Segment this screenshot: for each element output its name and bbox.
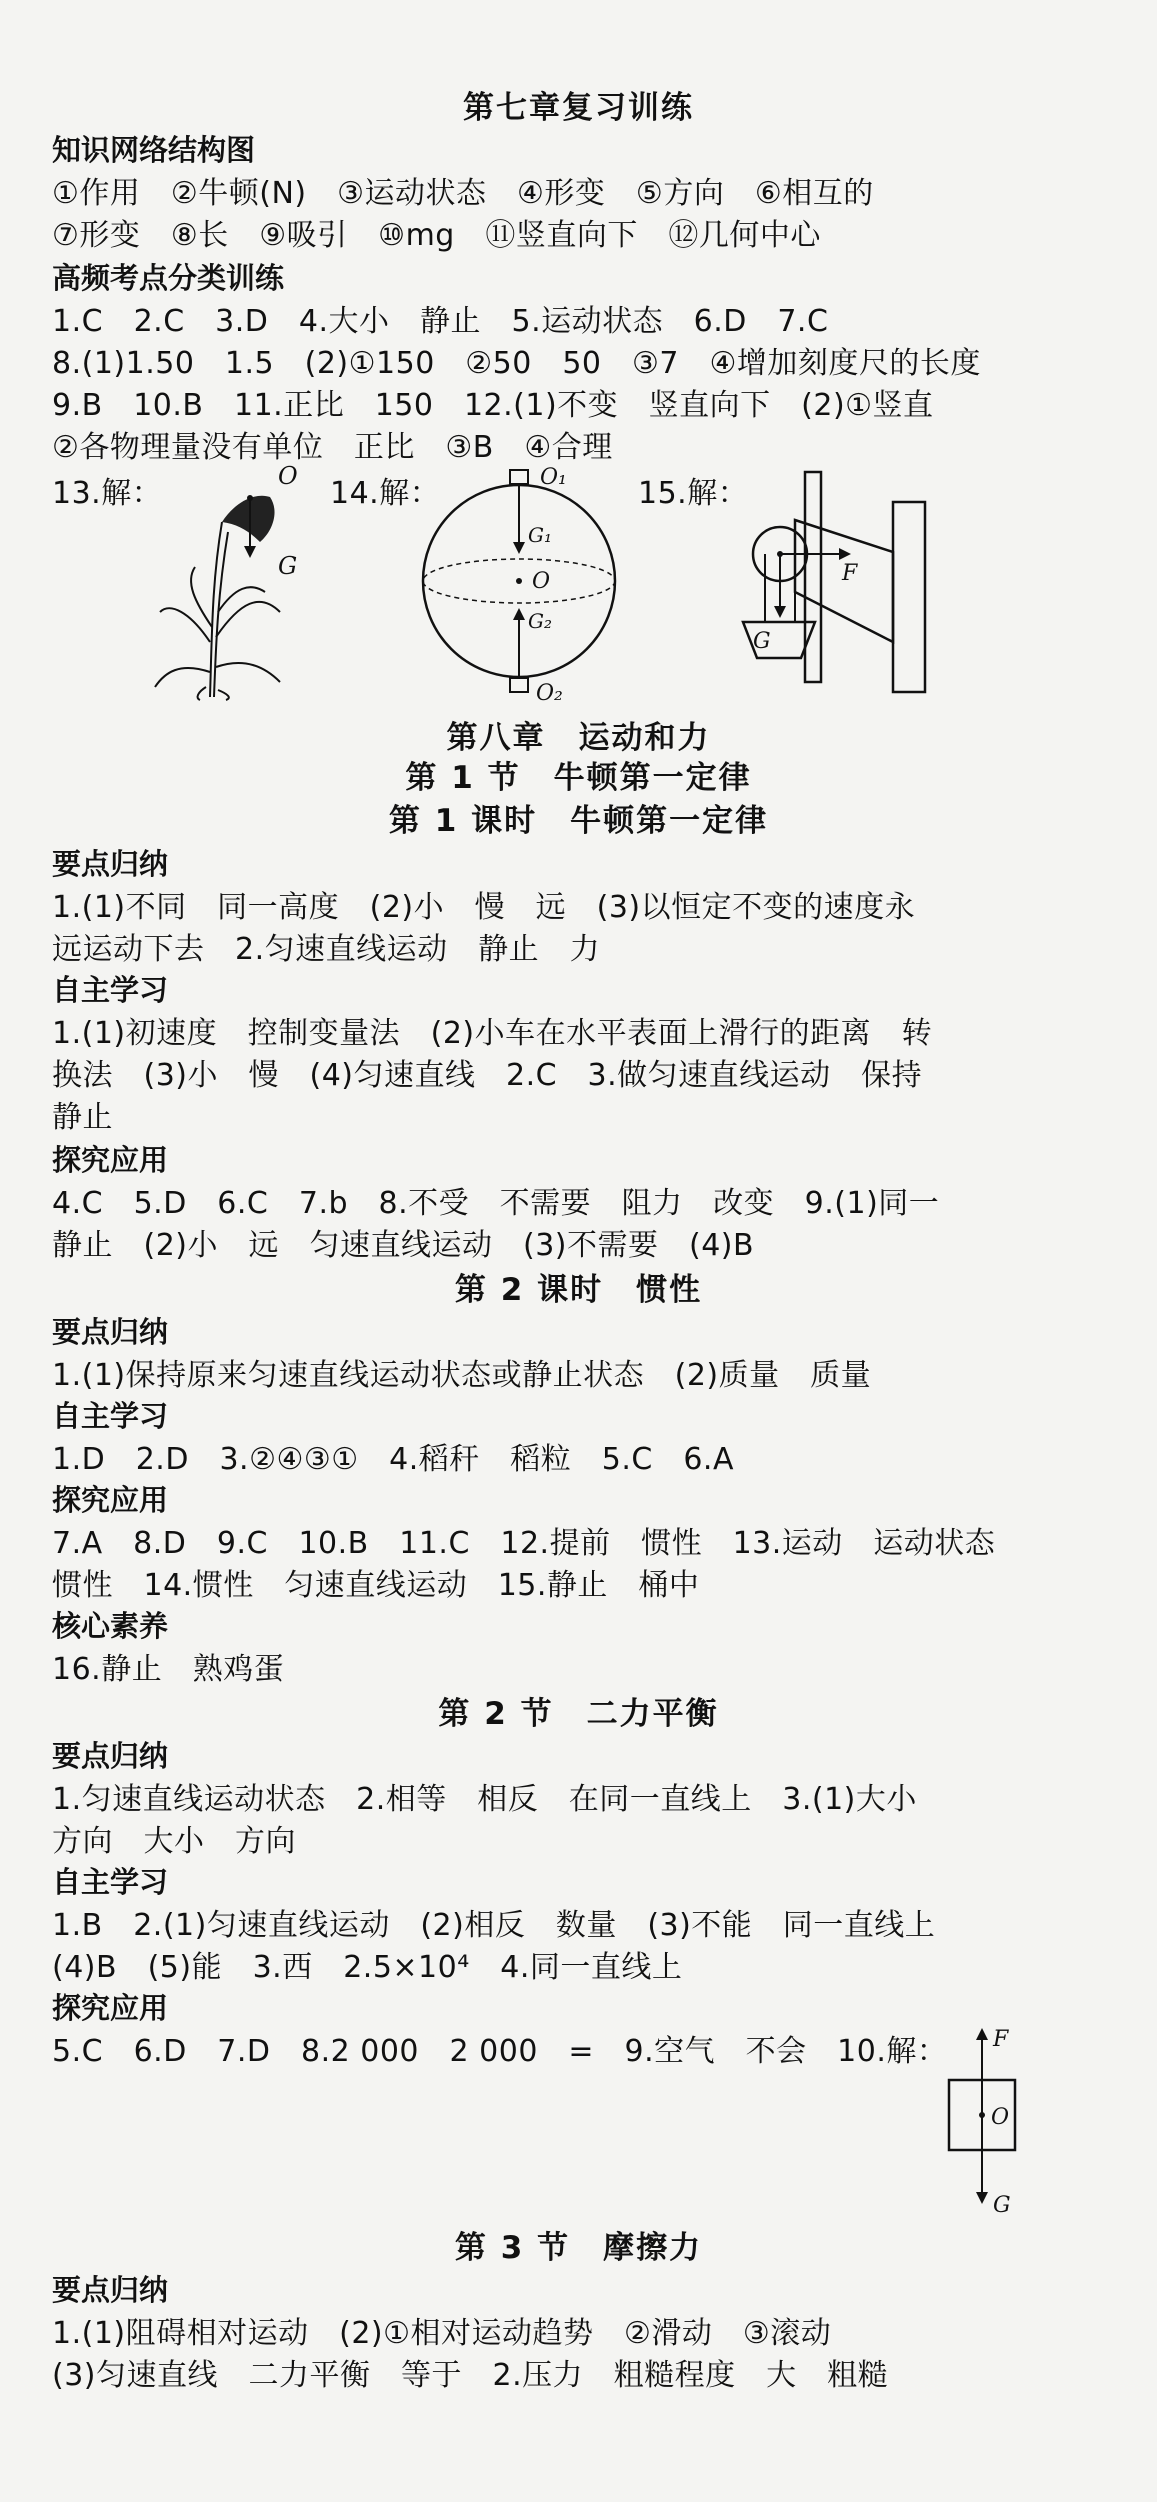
answer-line: 16.静止 熟鸡蛋 <box>52 1652 285 1687</box>
sphere-figure <box>420 462 620 702</box>
subsection-heading: 自主学习 <box>52 1865 169 1899</box>
rice-plant-figure <box>140 462 310 702</box>
subsection-heading: 要点归纳 <box>52 2273 169 2307</box>
section-high-frequency: 高频考点分类训练 <box>52 261 285 295</box>
force-diagram-figure <box>935 2020 1045 2220</box>
answer-line: 远运动下去 2.匀速直线运动 静止 力 <box>52 932 601 967</box>
answer-line: 1.(1)阻碍相对运动 (2)①相对运动趋势 ②滑动 ③滚动 <box>52 2316 832 2351</box>
lesson1-title: 第 1 课时 牛顿第一定律 <box>388 803 769 839</box>
label-G1: G₁ <box>528 523 552 547</box>
answer-line: 惯性 14.惯性 匀速直线运动 15.静止 桶中 <box>52 1568 700 1603</box>
label-O2: O₂ <box>536 681 563 702</box>
subsection-heading: 要点归纳 <box>52 1739 169 1773</box>
section3-title: 第 3 节 摩擦力 <box>454 2230 703 2266</box>
answer-line: ①作用 ②牛顿(N) ③运动状态 ④形变 ⑤方向 ⑥相互的 <box>52 176 874 211</box>
answer-line: 1.匀速直线运动状态 2.相等 相反 在同一直线上 3.(1)大小 <box>52 1782 917 1817</box>
subsection-heading: 自主学习 <box>52 973 169 1007</box>
chapter7-title: 第七章复习训练 <box>463 90 694 126</box>
answer-line: ②各物理量没有单位 正比 ③B ④合理 <box>52 430 613 465</box>
section-knowledge-network: 知识网络结构图 <box>52 133 256 167</box>
answer-line: 静止 <box>52 1100 113 1135</box>
answer-line: 8.(1)1.50 1.5 (2)①150 ②50 50 ③7 ④增加刻度尺的长度 <box>52 346 981 381</box>
label-F: F <box>993 2027 1009 2052</box>
subsection-heading: 要点归纳 <box>52 847 169 881</box>
answer-line: 1.(1)初速度 控制变量法 (2)小车在水平表面上滑行的距离 转 <box>52 1016 933 1051</box>
answer-line: 方向 大小 方向 <box>52 1824 296 1859</box>
answer-line: (4)B (5)能 3.西 2.5×10⁴ 4.同一直线上 <box>52 1950 683 1985</box>
chapter8-title: 第八章 运动和力 <box>446 720 711 756</box>
label-O: O <box>532 569 551 594</box>
answer-line: 1.D 2.D 3.②④③① 4.稻秆 稻粒 5.C 6.A <box>52 1442 734 1477</box>
subsection-heading: 核心素养 <box>52 1609 169 1643</box>
answer-line: 7.A 8.D 9.C 10.B 11.C 12.提前 惯性 13.运动 运动状态 <box>52 1526 996 1561</box>
answer-line: 静止 (2)小 远 匀速直线运动 (3)不需要 (4)B <box>52 1228 755 1263</box>
subsection-heading: 自主学习 <box>52 1399 169 1433</box>
q14-label: 14.解： <box>330 476 441 511</box>
subsection-heading: 探究应用 <box>52 1991 169 2025</box>
answer-line: 换法 (3)小 慢 (4)匀速直线 2.C 3.做匀速直线运动 保持 <box>52 1058 923 1093</box>
label-G: G <box>753 629 771 654</box>
q15-label: 15.解： <box>638 476 749 511</box>
answer-line: 1.B 2.(1)匀速直线运动 (2)相反 数量 (3)不能 同一直线上 <box>52 1908 936 1943</box>
label-O: O <box>991 2105 1010 2130</box>
label-G: G <box>993 2193 1011 2218</box>
answer-line: 4.C 5.D 6.C 7.b 8.不受 不需要 阻力 改变 9.(1)同一 <box>52 1186 940 1221</box>
subsection-heading: 探究应用 <box>52 1143 169 1177</box>
label-O: O <box>278 462 298 490</box>
section1-title: 第 1 节 牛顿第一定律 <box>405 760 752 796</box>
label-O1: O₁ <box>540 465 567 490</box>
label-G2: G₂ <box>528 609 552 633</box>
answer-line: 9.B 10.B 11.正比 150 12.(1)不变 竖直向下 (2)①竖直 <box>52 388 934 423</box>
section2-title: 第 2 节 二力平衡 <box>438 1696 719 1732</box>
answer-line: 5.C 6.D 7.D 8.2 000 2 000 = 9.空气 不会 10.解： <box>52 2034 948 2069</box>
subsection-heading: 要点归纳 <box>52 1315 169 1349</box>
answer-line: 1.C 2.C 3.D 4.大小 静止 5.运动状态 6.D 7.C <box>52 304 829 339</box>
q13-label: 13.解： <box>52 476 163 511</box>
answer-line: 1.(1)不同 同一高度 (2)小 慢 远 (3)以恒定不变的速度永 <box>52 890 916 925</box>
answer-line: 1.(1)保持原来匀速直线运动状态或静止状态 (2)质量 质量 <box>52 1358 872 1393</box>
label-G: G <box>278 552 298 580</box>
lesson2-title: 第 2 课时 惯性 <box>454 1272 703 1308</box>
answer-line: ⑦形变 ⑧长 ⑨吸引 ⑩mg ⑪竖直向下 ⑫几何中心 <box>52 218 821 253</box>
answer-line: (3)匀速直线 二力平衡 等于 2.压力 粗糙程度 大 粗糙 <box>52 2358 889 2393</box>
pulley-figure <box>735 462 935 702</box>
label-F: F <box>842 561 858 586</box>
subsection-heading: 探究应用 <box>52 1483 169 1517</box>
